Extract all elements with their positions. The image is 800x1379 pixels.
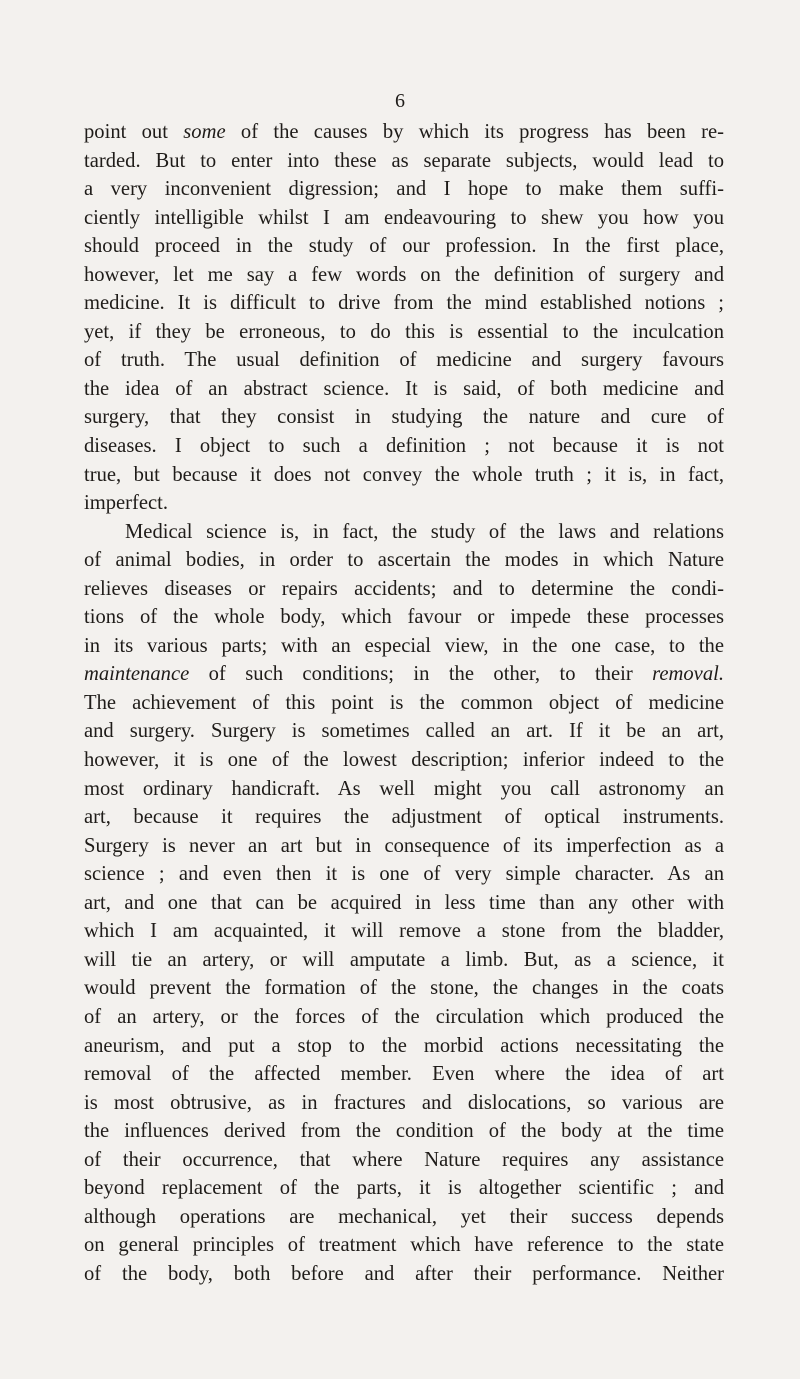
paragraph bbox=[84, 518, 724, 1289]
text-line: removal of the affected member. Even where the idea of art bbox=[84, 1063, 724, 1086]
paragraph bbox=[84, 118, 724, 518]
text-line: although operations are mechanical, yet their success depends bbox=[84, 1205, 724, 1228]
text-line: most ordinary handicraft. As well might you call astronomy an bbox=[84, 777, 724, 800]
text-line: Surgery is never an art but in consequence of its imperfection as a bbox=[84, 834, 724, 857]
italic-text: removal. bbox=[652, 663, 724, 686]
italic-text: some bbox=[183, 121, 226, 143]
page-number: 6 bbox=[395, 90, 405, 112]
text-line: Medical science is, in fact, the study of the laws and relations bbox=[125, 520, 724, 543]
text-line: maintenance of such conditions; in the other, to their removal. bbox=[84, 663, 724, 686]
text-line: however, let me say a few words on the definition of surgery and bbox=[84, 263, 724, 286]
text-line: on general principles of treatment which have reference to the state bbox=[84, 1234, 724, 1257]
text-line: and surgery. Surgery is sometimes called an art. If it be an art, bbox=[84, 720, 724, 743]
text-line: true, but because it does not convey the whole truth ; it is, in fact, bbox=[84, 463, 724, 486]
text-line: is most obtrusive, as in fractures and dislocations, so various are bbox=[84, 1091, 724, 1114]
text-line: point out some of the causes by which its progress has been re- bbox=[84, 121, 724, 143]
text-line: imperfect. bbox=[84, 492, 169, 515]
text-line: yet, if they be erroneous, to do this is essential to the inculcation bbox=[84, 320, 724, 343]
text-line: The achievement of this point is the common object of medicine bbox=[84, 691, 724, 714]
text-line: tarded. But to enter into these as separate subjects, would lead to bbox=[84, 149, 724, 172]
text-line: in its various parts; with an especial view, in the one case, to the bbox=[84, 634, 724, 657]
text-line: should proceed in the study of our profession. In the first place, bbox=[84, 235, 724, 258]
italic-text: maintenance bbox=[84, 663, 190, 686]
text-line: science ; and even then it is one of very simple character. As an bbox=[84, 863, 724, 886]
text-line: the influences derived from the condition of the body at the time bbox=[84, 1120, 724, 1143]
text-line: beyond replacement of the parts, it is altogether scientific ; and bbox=[84, 1177, 724, 1200]
text-line: which I am acquainted, it will remove a stone from the bladder, bbox=[84, 920, 724, 943]
text-line: the idea of an abstract science. It is said, of both medicine and bbox=[84, 377, 724, 400]
text-line: aneurism, and put a stop to the morbid actions necessitating the bbox=[84, 1034, 724, 1057]
text-line: of animal bodies, in order to ascertain the modes in which Nature bbox=[84, 549, 724, 572]
text-line: of the body, both before and after their performance. Neither bbox=[84, 1262, 724, 1285]
text-line: art, and one that can be acquired in less time than any other with bbox=[84, 891, 724, 914]
text-line: of an artery, or the forces of the circulation which produced the bbox=[84, 1005, 724, 1028]
body-text bbox=[84, 118, 724, 1288]
text-line: would prevent the formation of the stone, the changes in the coats bbox=[84, 977, 724, 1000]
text-line: however, it is one of the lowest description; inferior indeed to the bbox=[84, 749, 724, 772]
text-line: surgery, that they consist in studying the nature and cure of bbox=[84, 406, 724, 429]
text-line: will tie an artery, or will amputate a limb. But, as a science, it bbox=[84, 948, 724, 971]
text-line: medicine. It is difficult to drive from the mind established notions ; bbox=[84, 292, 724, 315]
text-line: of their occurrence, that where Nature requires any assistance bbox=[84, 1148, 724, 1171]
text-line: relieves diseases or repairs accidents; and to determine the condi- bbox=[84, 577, 724, 600]
text-line: diseases. I object to such a definition ; not because it is not bbox=[84, 435, 724, 458]
text-line: ciently intelligible whilst I am endeavouring to shew you how you bbox=[84, 206, 724, 229]
text-line: art, because it requires the adjustment of optical instruments. bbox=[84, 806, 724, 829]
text-line: of truth. The usual definition of medicine and surgery favours bbox=[84, 349, 724, 372]
text-line: a very inconvenient digression; and I hope to make them suffi- bbox=[84, 178, 724, 201]
text-line: tions of the whole body, which favour or impede these processes bbox=[84, 606, 724, 629]
